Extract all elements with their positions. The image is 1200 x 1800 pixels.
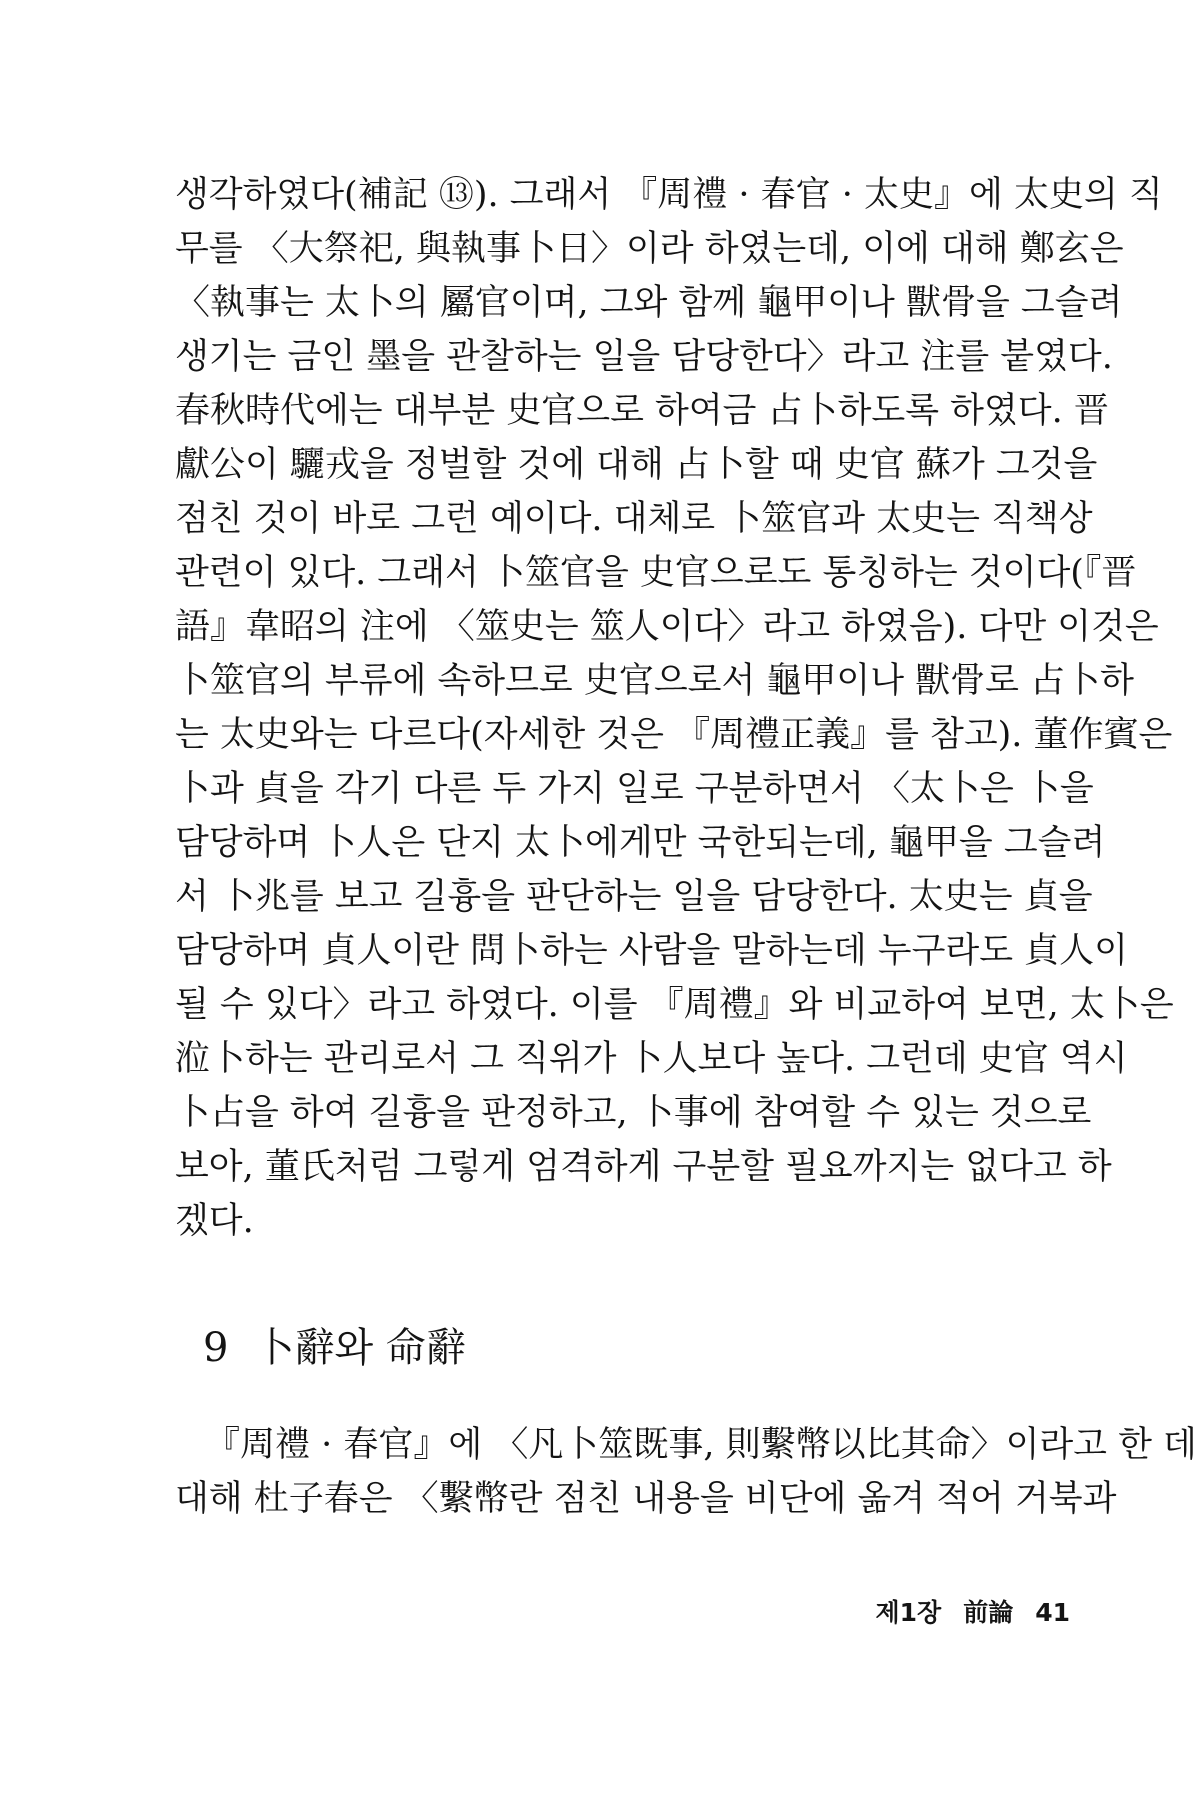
text-line: 담당하며 卜人은 단지 太卜에게만 국한되는데, 龜甲을 그슬려 [175,823,1106,863]
text-line: 『周禮 · 春官』에 〈凡卜筮既事, 則繫幣以比其命〉이라고 한 데 [205,1425,1197,1465]
text-line: 卜筮官의 부류에 속하므로 史官으로서 龜甲이나 獸骨로 占卜하 [175,661,1134,701]
part-label: 前論 [963,1598,1014,1627]
text-line: 점친 것이 바로 그런 예이다. 대체로 卜筮官과 太史는 직책상 [175,499,1093,539]
section-heading [203,1318,466,1378]
text-line: 獻公이 驪戎을 정벌할 것에 대해 占卜할 때 史官 蘇가 그것을 [175,445,1098,485]
text-line: 보아, 董氏처럼 그렇게 엄격하게 구분할 필요까지는 없다고 하 [175,1147,1112,1187]
text-line: 관련이 있다. 그래서 卜筮官을 史官으로도 통칭하는 것이다(『晋 [175,553,1137,593]
text-line: 서 卜兆를 보고 길흉을 판단하는 일을 담당한다. 太史는 貞을 [175,877,1093,917]
text-line: 겠다. [175,1201,254,1241]
text-line: 卜과 貞을 각기 다른 두 가지 일로 구분하면서 〈太卜은 卜을 [175,769,1094,809]
section-text [175,1418,1197,1526]
text-line: 생기는 금인 墨을 관찰하는 일을 담당한다〉라고 注를 붙였다. [175,337,1113,377]
text-line: 語』韋昭의 注에 〈筮史는 筮人이다〉라고 하였음). 다만 이것은 [175,607,1159,647]
text-line: 생각하였다(補記 ⑬). 그래서 『周禮 · 春官 · 太史』에 太史의 직 [175,175,1163,215]
text-line: 卜占을 하여 길흉을 판정하고, 卜事에 참여할 수 있는 것으로 [175,1093,1092,1133]
text-line: 대해 杜子春은 〈繫幣란 점친 내용을 비단에 옮겨 적어 거북과 [175,1479,1117,1519]
chapter-label: 제1장 [875,1598,942,1627]
text-line: 涖卜하는 관리로서 그 직위가 卜人보다 높다. 그런데 史官 역시 [175,1039,1128,1079]
text-line: 는 太史와는 다르다(자세한 것은 『周禮正義』를 참고). 董作賓은 [175,715,1173,755]
section-title: 卜辭와 命辭 [254,1325,466,1371]
section-number: 9 [203,1325,229,1371]
body-text [175,168,1174,1248]
text-line: 春秋時代에는 대부분 史官으로 하여금 占卜하도록 하였다. 晋 [175,391,1109,431]
page-footer [800,1593,1070,1633]
page-number: 41 [1035,1598,1070,1627]
text-line: 담당하며 貞人이란 問卜하는 사람을 말하는데 누구라도 貞人이 [175,931,1128,971]
text-line: 〈執事는 太卜의 屬官이며, 그와 함께 龜甲이나 獸骨을 그슬려 [175,283,1123,323]
text-line: 될 수 있다〉라고 하였다. 이를 『周禮』와 비교하여 보면, 太卜은 [175,985,1174,1025]
text-line: 무를 〈大祭祀, 與執事卜日〉이라 하였는데, 이에 대해 鄭玄은 [175,229,1124,269]
